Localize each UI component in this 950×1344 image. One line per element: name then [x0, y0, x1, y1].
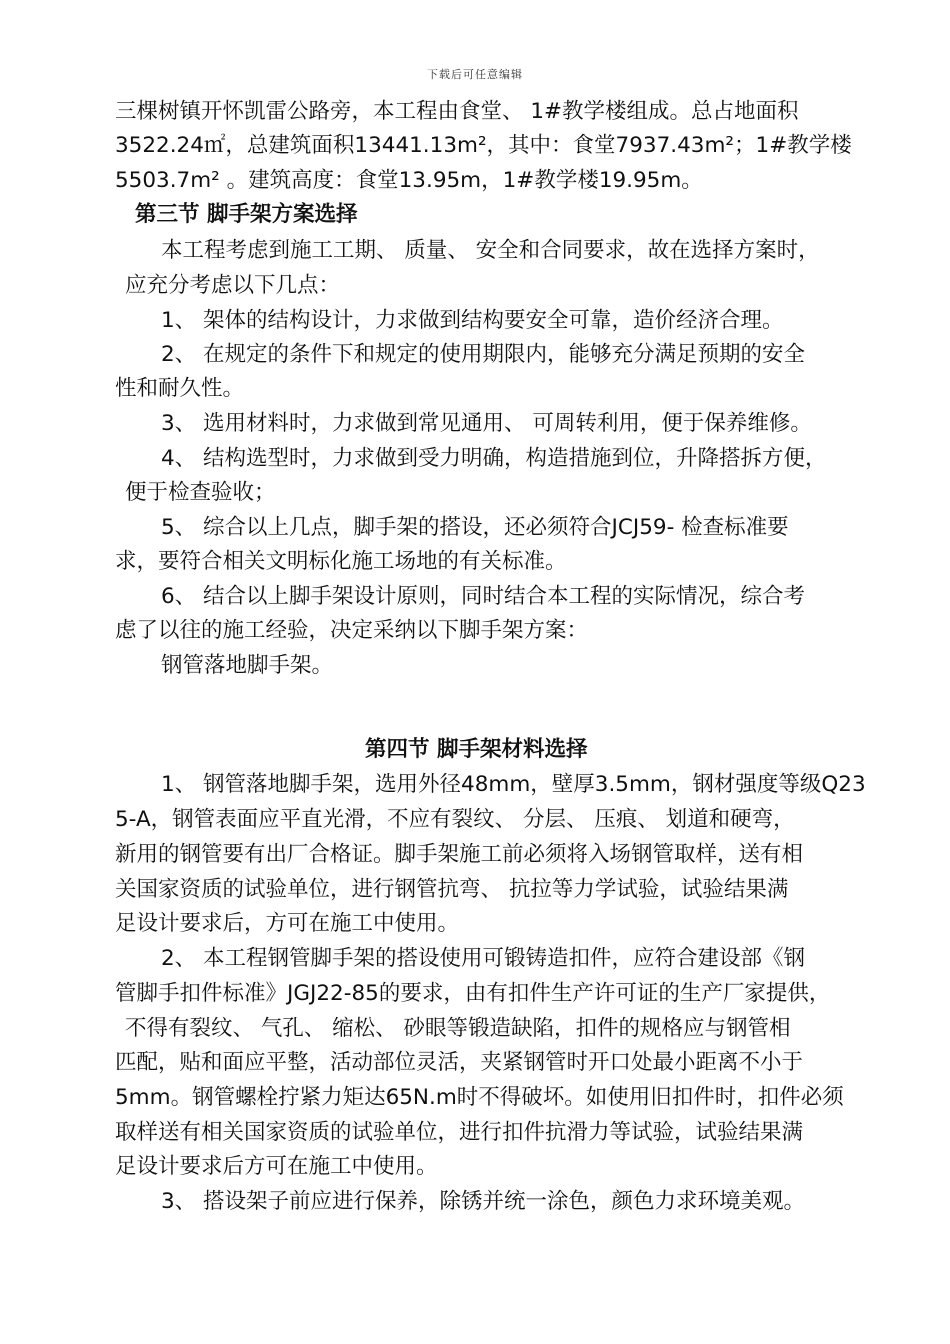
list-item-line: 5、 综合以上几点，脚手架的搭设，还必须符合JCJ59- 检查标准要	[161, 515, 789, 540]
paragraph-line: 5-A，钢管表面应平直光滑，不应有裂纹、 分层、 压痕、 划道和硬弯，	[115, 807, 795, 832]
paragraph-line: 不得有裂纹、 气孔、 缩松、 砂眼等锻造缺陷，扣件的规格应与钢管相	[125, 1016, 791, 1041]
list-item-line: 2、 本工程钢管脚手架的搭设使用可锻铸造扣件，应符合建设部《钢	[161, 946, 806, 971]
paragraph-line: 应充分考虑以下几点：	[125, 273, 341, 298]
section-heading: 第四节 脚手架材料选择	[365, 737, 588, 762]
paragraph-line: 钢管落地脚手架。	[161, 653, 334, 678]
paragraph-line: 5mm。钢管螺栓拧紧力矩达65N.m时不得破坏。如使用旧扣件时，扣件必须	[115, 1085, 844, 1110]
paragraph-line: 三棵树镇开怀凯雷公路旁，本工程由食堂、 1#教学楼组成。总占地面积	[115, 99, 799, 124]
paragraph-line: 性和耐久性。	[115, 376, 245, 401]
paragraph-line: 3522.24㎡，总建筑面积13441.13m²，其中：食堂7937.43m²；1#教学楼	[115, 133, 852, 158]
list-item-line: 3、 选用材料时，力求做到常见通用、 可周转利用，便于保养维修。	[161, 411, 812, 436]
section-heading: 第三节 脚手架方案选择	[135, 202, 358, 227]
paragraph-line: 便于检查验收；	[125, 480, 276, 505]
paragraph-line: 本工程考虑到施工工期、 质量、 安全和合同要求，故在选择方案时，	[161, 238, 820, 263]
paragraph-line: 新用的钢管要有出厂合格证。脚手架施工前必须将入场钢管取样，送有相	[115, 842, 804, 867]
paragraph-line: 5503.7m² 。建筑高度：食堂13.95m，1#教学楼19.95m。	[115, 168, 703, 193]
header-note: 下载后可任意编辑	[427, 68, 523, 81]
list-item-line: 2、 在规定的条件下和规定的使用期限内，能够充分满足预期的安全	[161, 342, 806, 367]
paragraph-line: 足设计要求后，方可在施工中使用。	[115, 911, 460, 936]
list-item-line: 1、 钢管落地脚手架，选用外径48mm，壁厚3.5mm，钢材强度等级Q23	[161, 772, 866, 797]
paragraph-line: 虑了以往的施工经验，决定采纳以下脚手架方案：	[115, 618, 589, 643]
paragraph-line: 关国家资质的试验单位，进行钢管抗弯、 抗拉等力学试验，试验结果满	[115, 877, 789, 902]
paragraph-line: 管脚手扣件标准》JGJ22-85的要求，由有扣件生产许可证的生产厂家提供，	[115, 981, 831, 1006]
list-item-line: 6、 结合以上脚手架设计原则，同时结合本工程的实际情况，综合考	[161, 584, 806, 609]
list-item-line: 1、 架体的结构设计，力求做到结构要安全可靠，造价经济合理。	[161, 308, 784, 333]
paragraph-line: 匹配，贴和面应平整，活动部位灵活，夹紧钢管时开口处最小距离不小于	[115, 1050, 804, 1075]
paragraph-line: 求，要符合相关文明标化施工场地的有关标准。	[115, 549, 567, 574]
paragraph-line: 足设计要求后方可在施工中使用。	[115, 1154, 438, 1179]
list-item-line: 4、 结构选型时，力求做到受力明确，构造措施到位，升降搭拆方便，	[161, 446, 827, 471]
list-item-line: 3、 搭设架子前应进行保养，除锈并统一涂色，颜色力求环境美观。	[161, 1189, 806, 1214]
paragraph-line: 取样送有相关国家资质的试验单位，进行扣件抗滑力等试验，试验结果满	[115, 1120, 804, 1145]
